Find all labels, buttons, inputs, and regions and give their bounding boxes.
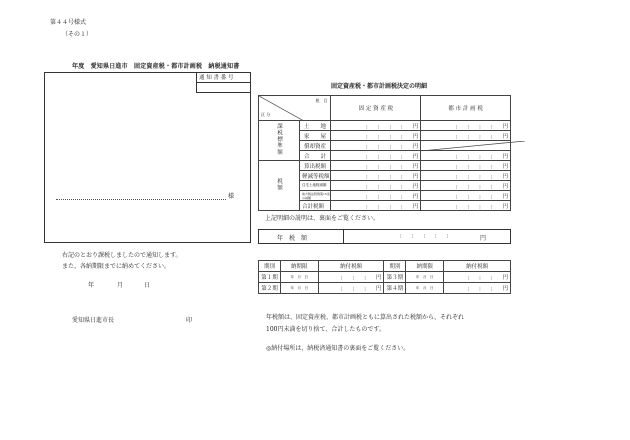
- digit-ticks: ¦¦¦¦: [455, 163, 503, 170]
- yen-unit: 円: [412, 163, 419, 170]
- digit-ticks: ¦¦¦¦: [365, 123, 413, 130]
- reduction-fixed-yen: [331, 171, 421, 181]
- annual-tax-divider: [343, 229, 344, 244]
- subtotal-city-yen: [421, 151, 511, 161]
- period-2-amount: [318, 283, 384, 294]
- digit-ticks: ¦¦¦¦: [365, 193, 413, 200]
- group-tax-base-label: 課税標準額: [276, 123, 282, 156]
- col-city-planning-tax: 都 市 計 画 税: [421, 96, 511, 121]
- date-day: 日: [144, 282, 151, 289]
- digit-ticks: ¦¦¦¦: [455, 123, 503, 130]
- breakdown-table: [258, 95, 511, 211]
- yen-unit: 円: [412, 173, 419, 180]
- header-kubun: 区 分: [261, 112, 271, 117]
- group-tax-amount: [259, 161, 300, 211]
- calc-city-yen: [421, 161, 511, 171]
- yen-unit: 円: [502, 286, 508, 292]
- housing-fixed-yen: [331, 181, 421, 191]
- yen-unit: 円: [412, 143, 419, 150]
- period-3-amount: [444, 272, 511, 283]
- period-1-due: 年 月 日: [280, 272, 318, 283]
- date-month: 月: [117, 282, 124, 289]
- address-box: [44, 72, 251, 243]
- notice-text-line1: 右記のとおり課税しましたので通知します。: [62, 252, 182, 259]
- building-fixed-yen: [331, 131, 421, 141]
- period-4-label: 第４期: [384, 283, 406, 294]
- header-diagonal-cell: [259, 96, 331, 121]
- digit-ticks: ¦¦¦: [467, 275, 503, 281]
- housing-city-yen: [421, 181, 511, 191]
- digit-ticks: ¦¦¦¦: [365, 143, 413, 150]
- supp-fixed-yen: [331, 191, 421, 201]
- installments-table: [258, 260, 511, 294]
- note-line2: 100円未満を切り捨て、合計したものです。: [266, 326, 385, 333]
- row-land: 土 地: [300, 121, 331, 131]
- period-4-due: 年 月 日: [406, 283, 444, 294]
- building-city-yen: [421, 131, 511, 141]
- yen-unit: 円: [412, 133, 419, 140]
- yen-unit: 円: [412, 183, 419, 190]
- annual-yen-unit: 円: [480, 235, 487, 242]
- annual-tax-label: 年 税 額: [277, 235, 308, 242]
- total-city-yen: [421, 201, 511, 211]
- head-due-2: 納期限: [406, 261, 444, 272]
- digit-ticks: ¦¦¦¦: [455, 183, 503, 190]
- yen-unit: 円: [502, 275, 508, 281]
- calc-fixed-yen: [331, 161, 421, 171]
- yen-unit: 円: [375, 275, 382, 281]
- period-4-amount: [444, 283, 511, 294]
- period-3-label: 第３期: [384, 272, 406, 283]
- digit-ticks: ¦¦¦¦: [455, 173, 503, 180]
- reduction-city-yen: [421, 171, 511, 181]
- digit-ticks: ¦¦¦¦: [365, 133, 413, 140]
- digit-ticks: ¦¦¦¦: [455, 203, 503, 210]
- yen-unit: 円: [502, 133, 508, 140]
- digit-ticks: ¦¦¦: [340, 275, 376, 281]
- breakdown-note: 上記明細の説明は、裏面をご覧ください。: [265, 215, 380, 222]
- row-building: 家 屋: [300, 131, 331, 141]
- annual-digit-ticks: ¦¦¦¦¦: [400, 233, 459, 239]
- digit-ticks: ¦¦¦¦: [365, 153, 413, 160]
- sama-honorific: 様: [228, 193, 235, 200]
- yen-unit: 円: [412, 203, 419, 210]
- depreciable-city-na: [421, 141, 511, 151]
- digit-ticks: ¦¦¦¦: [455, 133, 503, 140]
- yen-unit: 円: [412, 193, 419, 200]
- form-title: 年度 愛知県日進市 固定資産税・都市計画税 納税通知書: [72, 63, 240, 70]
- yen-unit: 円: [502, 193, 508, 200]
- yen-unit: 円: [502, 183, 508, 190]
- digit-ticks: ¦¦¦¦: [365, 173, 413, 180]
- land-fixed-yen: [331, 121, 421, 131]
- head-due-1: 納期限: [280, 261, 318, 272]
- notice-number-divider: [196, 82, 251, 83]
- supp-city-yen: [421, 191, 511, 201]
- yen-unit: 円: [412, 153, 419, 160]
- group-tax-amount-label: 税額: [276, 178, 282, 191]
- row-housing-reduction: 住宅土地軽減額: [300, 181, 331, 191]
- notice-number-label: 通 知 書 番 号: [199, 75, 234, 81]
- digit-ticks: ¦¦¦: [340, 286, 376, 292]
- col-fixed-asset-tax: 固 定 資 産 税: [331, 96, 421, 121]
- period-2-due: 年 月 日: [280, 283, 318, 294]
- total-fixed-yen: [331, 201, 421, 211]
- yen-unit: 円: [375, 286, 382, 292]
- head-period-1: 期別: [259, 261, 281, 272]
- row-supplementary-reduction: 地方税法附則第15条の減額: [300, 191, 331, 201]
- subtotal-fixed-yen: [331, 151, 421, 161]
- date-year: 年: [88, 282, 95, 289]
- head-amount-1: 納付税額: [318, 261, 384, 272]
- yen-unit: 円: [412, 123, 419, 130]
- form-number: 第４４号様式: [50, 19, 87, 26]
- na-diagonal-line: [421, 141, 525, 151]
- period-3-due: 年 月 日: [406, 272, 444, 283]
- digit-ticks: ¦¦¦¦: [365, 183, 413, 190]
- yen-unit: 円: [502, 123, 508, 130]
- group-tax-base: [259, 121, 300, 161]
- period-2-label: 第２期: [259, 283, 281, 294]
- form-sub-number: （その１）: [62, 31, 93, 38]
- digit-ticks: ¦¦¦: [467, 286, 503, 292]
- head-amount-2: 納付税額: [444, 261, 511, 272]
- name-line: [56, 199, 226, 200]
- yen-unit: 円: [502, 163, 508, 170]
- yen-unit: 円: [502, 173, 508, 180]
- seal-mark: 印: [186, 317, 193, 324]
- depreciable-fixed-yen: [331, 141, 421, 151]
- row-calculated-tax: 算出税額: [300, 161, 331, 171]
- row-reduction: 軽減等税額: [300, 171, 331, 181]
- breakdown-title: 固定資産税・都市計画税決定の明細: [331, 83, 428, 90]
- digit-ticks: ¦¦¦¦: [455, 153, 503, 160]
- row-depreciable-assets: 償却資産: [300, 141, 331, 151]
- period-1-label: 第１期: [259, 272, 281, 283]
- digit-ticks: ¦¦¦¦: [365, 163, 413, 170]
- digit-ticks: ¦¦¦¦: [365, 203, 413, 210]
- note-line1: 年税額は、固定資産税、都市計画税ともに算出された税額から、それぞれ: [266, 314, 465, 321]
- notice-text-line2: また、各納期限までに納めてください。: [62, 263, 171, 270]
- land-city-yen: [421, 121, 511, 131]
- row-total-tax: 合計税額: [300, 201, 331, 211]
- yen-unit: 円: [502, 203, 508, 210]
- digit-ticks: ¦¦¦¦: [455, 193, 503, 200]
- header-kamoku: 税 目: [315, 98, 328, 103]
- note-line3: ◎納付場所は、納税済通知書の裏面をご覧ください。: [266, 345, 410, 352]
- head-period-2: 期別: [384, 261, 406, 272]
- row-subtotal: 合 計: [300, 151, 331, 161]
- mayor-name: 愛知県日進市長: [72, 317, 115, 324]
- yen-unit: 円: [502, 153, 508, 160]
- period-1-amount: [318, 272, 384, 283]
